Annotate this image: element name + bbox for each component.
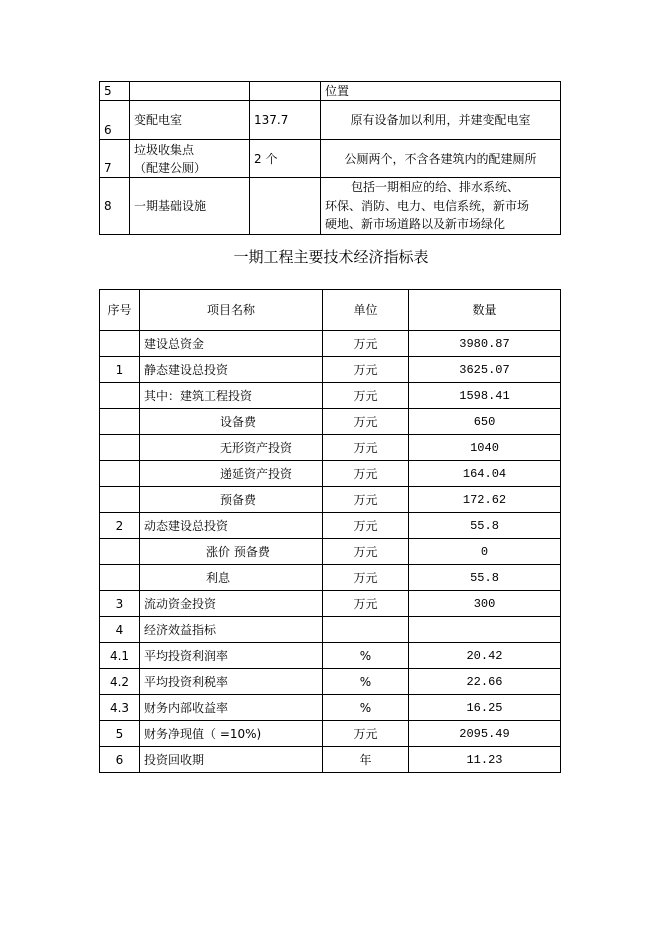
item-unit: 万元 bbox=[323, 331, 409, 357]
item-quantity: 2095.49 bbox=[409, 721, 561, 747]
item-quantity: 16.25 bbox=[409, 695, 561, 721]
table-row bbox=[100, 383, 561, 409]
item-name: 静态建设总投资 bbox=[140, 357, 323, 383]
item-quantity: 55.8 bbox=[409, 565, 561, 591]
item-quantity: 20.42 bbox=[409, 643, 561, 669]
item-unit: % bbox=[323, 643, 409, 669]
item-name: 涨价 预备费 bbox=[140, 539, 323, 565]
table-row bbox=[100, 140, 561, 178]
item-unit: 万元 bbox=[323, 513, 409, 539]
table-row bbox=[100, 747, 561, 773]
item-note bbox=[321, 178, 561, 235]
table-row bbox=[100, 409, 561, 435]
item-name: 无形资产投资 bbox=[140, 435, 323, 461]
table-row bbox=[100, 461, 561, 487]
item-quantity bbox=[409, 617, 561, 643]
table-row bbox=[100, 695, 561, 721]
table-row bbox=[100, 357, 561, 383]
header-quantity: 数量 bbox=[409, 290, 561, 331]
item-quantity: 0 bbox=[409, 539, 561, 565]
item-value: 2 个 bbox=[250, 140, 321, 178]
item-quantity: 22.66 bbox=[409, 669, 561, 695]
row-number: 6 bbox=[100, 101, 130, 140]
table-row bbox=[100, 101, 561, 140]
item-note: 公厕两个，不含各建筑内的配建厕所 bbox=[321, 140, 561, 178]
item-value: 137.7 bbox=[250, 101, 321, 140]
item-name: 预备费 bbox=[140, 487, 323, 513]
table-row bbox=[100, 513, 561, 539]
item-name: 平均投资利税率 bbox=[140, 669, 323, 695]
item-name-line: 垃圾收集点 bbox=[134, 142, 195, 157]
row-number bbox=[100, 487, 140, 513]
row-number bbox=[100, 565, 140, 591]
item-quantity: 1598.41 bbox=[409, 383, 561, 409]
table-row bbox=[100, 539, 561, 565]
item-value bbox=[250, 178, 321, 235]
item-unit: 万元 bbox=[323, 357, 409, 383]
item-unit: % bbox=[323, 669, 409, 695]
item-unit: % bbox=[323, 695, 409, 721]
item-name bbox=[130, 82, 250, 101]
item-unit: 万元 bbox=[323, 435, 409, 461]
table-row bbox=[100, 617, 561, 643]
row-number: 4 bbox=[100, 617, 140, 643]
item-name: 一期基础设施 bbox=[130, 178, 250, 235]
row-number: 4.1 bbox=[100, 643, 140, 669]
item-unit: 万元 bbox=[323, 591, 409, 617]
item-unit: 万元 bbox=[323, 409, 409, 435]
item-quantity: 3625.07 bbox=[409, 357, 561, 383]
item-name: 平均投资利润率 bbox=[140, 643, 323, 669]
table-row bbox=[100, 591, 561, 617]
item-unit: 万元 bbox=[323, 461, 409, 487]
row-number bbox=[100, 461, 140, 487]
item-note-line: 包括一期相应的给、排水系统、 bbox=[351, 180, 520, 195]
item-name: 财务净现值（ =10%) bbox=[140, 721, 323, 747]
item-note-line: 硬地、新市场道路以及新市场绿化 bbox=[325, 217, 506, 232]
table-row bbox=[100, 643, 561, 669]
item-name: 设备费 bbox=[140, 409, 323, 435]
facilities-table bbox=[99, 81, 561, 235]
table-header-row bbox=[100, 290, 561, 331]
item-unit: 万元 bbox=[323, 487, 409, 513]
item-note: 原有设备加以利用，并建变配电室 bbox=[321, 101, 561, 140]
row-number: 6 bbox=[100, 747, 140, 773]
header-number: 序号 bbox=[100, 290, 140, 331]
row-number bbox=[100, 539, 140, 565]
item-unit: 万元 bbox=[323, 721, 409, 747]
table-row bbox=[100, 82, 561, 101]
item-quantity: 300 bbox=[409, 591, 561, 617]
item-value bbox=[250, 82, 321, 101]
table-row bbox=[100, 331, 561, 357]
table-row bbox=[100, 487, 561, 513]
item-unit: 年 bbox=[323, 747, 409, 773]
item-name: 动态建设总投资 bbox=[140, 513, 323, 539]
item-name: 建设总资金 bbox=[140, 331, 323, 357]
item-unit: 万元 bbox=[323, 565, 409, 591]
indicators-table bbox=[99, 289, 561, 773]
item-quantity: 650 bbox=[409, 409, 561, 435]
row-number: 5 bbox=[100, 82, 130, 101]
item-name-line: （配建公厕） bbox=[134, 160, 207, 175]
item-quantity: 55.8 bbox=[409, 513, 561, 539]
item-unit: 万元 bbox=[323, 539, 409, 565]
row-number bbox=[100, 383, 140, 409]
item-quantity: 164.04 bbox=[409, 461, 561, 487]
item-note: 位置 bbox=[321, 82, 561, 101]
item-quantity: 1040 bbox=[409, 435, 561, 461]
row-number: 4.2 bbox=[100, 669, 140, 695]
table-row bbox=[100, 178, 561, 235]
item-name: 变配电室 bbox=[130, 101, 250, 140]
row-number bbox=[100, 409, 140, 435]
item-name bbox=[130, 140, 250, 178]
item-quantity: 11.23 bbox=[409, 747, 561, 773]
item-quantity: 3980.87 bbox=[409, 331, 561, 357]
item-unit bbox=[323, 617, 409, 643]
item-name: 利息 bbox=[140, 565, 323, 591]
table-row bbox=[100, 435, 561, 461]
item-unit: 万元 bbox=[323, 383, 409, 409]
table-row bbox=[100, 565, 561, 591]
row-number: 3 bbox=[100, 591, 140, 617]
table-row bbox=[100, 669, 561, 695]
row-number: 4.3 bbox=[100, 695, 140, 721]
row-number: 8 bbox=[100, 178, 130, 235]
header-name: 项目名称 bbox=[140, 290, 323, 331]
row-number: 2 bbox=[100, 513, 140, 539]
header-unit: 单位 bbox=[323, 290, 409, 331]
item-name: 财务内部收益率 bbox=[140, 695, 323, 721]
table-row bbox=[100, 721, 561, 747]
row-number: 5 bbox=[100, 721, 140, 747]
item-name: 流动资金投资 bbox=[140, 591, 323, 617]
item-note-line: 环保、消防、电力、电信系统，新市场 bbox=[325, 198, 530, 213]
row-number: 7 bbox=[100, 140, 130, 178]
table-title: 一期工程主要技术经济指标表 bbox=[233, 248, 429, 266]
item-name: 经济效益指标 bbox=[140, 617, 323, 643]
row-number bbox=[100, 435, 140, 461]
item-name: 递延资产投资 bbox=[140, 461, 323, 487]
row-number: 1 bbox=[100, 357, 140, 383]
item-name: 投资回收期 bbox=[140, 747, 323, 773]
item-quantity: 172.62 bbox=[409, 487, 561, 513]
item-name: 其中：建筑工程投资 bbox=[140, 383, 323, 409]
row-number bbox=[100, 331, 140, 357]
